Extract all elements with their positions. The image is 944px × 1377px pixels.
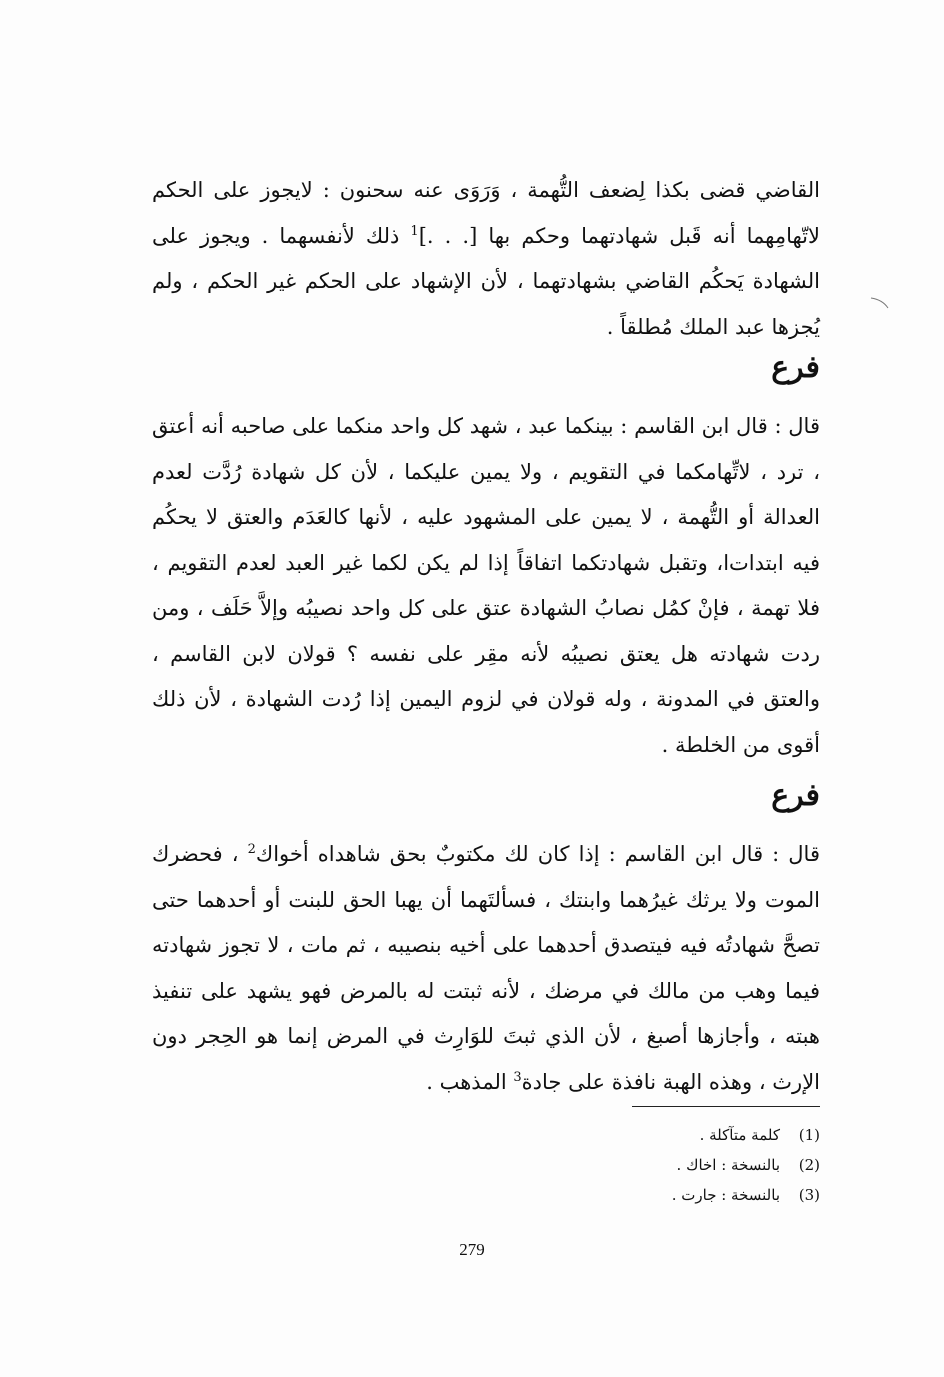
footnote-text: بالنسخة : اخاك . [676, 1156, 780, 1174]
section-heading-1: فرع [771, 350, 820, 385]
footnote-number: (2) [798, 1156, 820, 1174]
footnote-number: (3) [798, 1186, 820, 1204]
margin-mark-icon [870, 296, 890, 310]
section-heading-2: فرع [771, 778, 820, 813]
footnotes [520, 1120, 820, 1210]
paragraph-intro-text-start: القاضي قضى بكذا لِضعف التُّهمة ، وَرَوَى عنه سحنون : لايجوز على الحكم لاتّهامِهما أنه قَبل شهادتهما وحكم بها [. . .] [152, 178, 820, 248]
footnote-item [520, 1150, 820, 1180]
footnote-divider [632, 1106, 820, 1107]
paragraph-intro [152, 168, 820, 350]
footnote-item [520, 1180, 820, 1210]
footnote-text: كلمة متآكلة . [699, 1126, 780, 1144]
footnote-ref-1: 1 [410, 223, 419, 239]
footnote-ref-3: 3 [513, 1069, 522, 1085]
footnote-text: بالنسخة : جارت . [671, 1186, 780, 1204]
paragraph-section-2-text-start: قال : قال ابن القاسم : إذا كان لك مكتوبٌ بحق شاهداه أخواك [255, 842, 820, 866]
paragraph-intro-text-end: ذلك لأنفسهما . ويجوز على الشهادة يَحكُم القاضي بشهادتهما ، لأن الإشهاد على الحكم غير الحكم ، ولم يُجزها عبد الملك مُطلقاً . [152, 223, 820, 339]
paragraph-section-1-text: قال : قال ابن القاسم : بينكما عبد ، شهد كل واحد منكما على صاحبه أنه أعتق ، ترد ، لاتِّهامكما في التقويم ، ولا يمين عليكما ، لأن كل شهادة رُدَّت لعدم العدالة أو التُّهمة ، لا يمين على المشهود عليه ، لأنها كالعَدَم والعتق لا يحكُم فيه ابتدات‌ا، وتقبل شهادتكما اتفاقاً إذا لم يكن لكما غير العبد لعدم التقويم ، فلا تهمة ، فإنْ كمُل نصابُ الشهادة عتق على كل واحد نصيبُه وإلاَّ حَلَف ، ومن ردت شهادته هل يعتق نصيبُه لأنه مقِر على نفسه ؟ قولان لابن القاسم ، والعتق في المدونة ، وله قولان في لزوم اليمين إذا رُدت الشهادة ، لأن ذلك أقوى من الخلطة . [152, 414, 820, 757]
paragraph-section-1 [152, 404, 820, 768]
paragraph-section-2-text-end: المذهب . [426, 1069, 507, 1094]
footnote-number: (1) [798, 1126, 820, 1144]
paragraph-section-2-text-middle: ، فحضرك الموت ولا يرثك غيرُهما وابنتك ، فسألتَهما أن يهبا الحق للبنت أو أحدهما حتى تصحَّ شهادتُه فيه فيتصدق أحدهما على أخيه بنصيبه ، ثم مات ، لا تجوز شهادته فيما وهب من مالك في مرضك ، لأنه ثبتت له بالمرض فهو يشهد على تنفيذ هبته ، وأجازها أصبغ ، لأن الذي ثبتَ للوَارِث في المرض إنما هو الحِجر دون الإرث ، وهذه الهبة نافذة على جادة [152, 842, 820, 1094]
footnote-item [520, 1120, 820, 1150]
paragraph-section-2 [152, 832, 820, 1105]
page-number: 279 [459, 1240, 485, 1259]
footnote-ref-2: 2 [247, 842, 256, 857]
